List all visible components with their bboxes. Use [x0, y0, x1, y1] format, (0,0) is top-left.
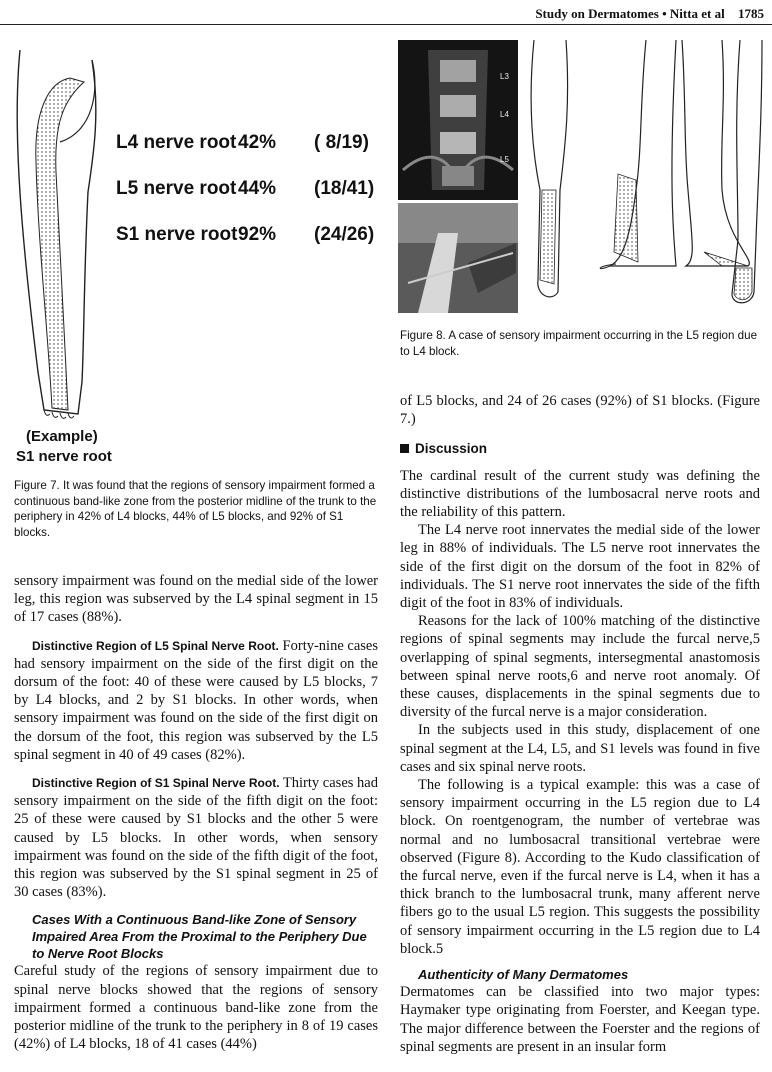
figure7-leg-drawing [8, 42, 108, 422]
example-label: (Example) [26, 428, 98, 445]
subsection-heading: Cases With a Continuous Band-like Zone of Sensory Impaired Area From the Proximal to the Periphery Due to Nerve Root Blocks [32, 912, 367, 962]
running-header [535, 6, 764, 22]
paragraph-text: Forty-nine cases had sensory impairment on the side of the first digit on the dorsum of the foot: 40 of these were caused by L5 blocks, 7 by L4 blocks, and 2 by S1 blocks. In other words, when sensory impairment was found on the side of the first digit on the dorsum of the foot, this region was subserved by the L5 spinal segment in 40 of 49 cases (82%). [14, 637, 379, 763]
stat-row-s1 [116, 224, 374, 246]
paragraph: The following is a typical example: this was a case of sensory impairment occurring in the L5 region due to L4 block. On roentgenogram, the number of vertebrae was normal and no lumbosacral transitional vertebrae were observed (Figure 8). According to the Kudo classification of the furcal nerve, even if the furcal nerve is L4, when it has a thick branch to the lumbosacral trunk, many afferent nerve fibers go to the usual L5 region. This suggests the possibility of sensory impairment occurring in the L5 region due to L4 block.5 [400, 777, 760, 957]
figure8-legs-drawing [526, 40, 766, 310]
square-bullet-icon [400, 444, 409, 453]
example-root: S1 nerve root [16, 448, 112, 465]
figure8-photo-image [398, 203, 518, 313]
paragraph-text: Thirty cases had sensory impairment on the side of the fifth digit on the foot: 25 of these were caused by S1 blocks and the other 5 were caused by L5 blocks. In other words, when sensory impairment was found on the side of the fifth digit of the foot, this region was subserved by the S1 spinal segment in 25 of 30 cases (83%). [14, 775, 378, 901]
stat-ratio: (18/41) [314, 178, 375, 199]
page-number: 1785 [738, 6, 764, 21]
discussion-heading [400, 440, 760, 458]
stat-percent: 42% [238, 132, 277, 153]
runin-heading: Distinctive Region of S1 Spinal Nerve Root. [32, 776, 280, 791]
right-column [400, 392, 760, 1056]
paragraph: The L4 nerve root innervates the medial side of the lower leg in 88% of individuals. The L5 nerve root innervates the side of the first digit on the dorsum of the foot in 82% of individuals. The S1 nerve root innervates the side of the fifth digit of the foot in 83% of individuals. [400, 522, 760, 612]
stat-percent: 44% [238, 178, 277, 199]
paragraph-s1 [14, 774, 378, 901]
paragraph: In the subjects used in this study, displacement of one spinal segment at the L4, L5, and S1 levels was found in five cases and six spinal nerve roots. [400, 722, 760, 775]
figure8-xray-image [398, 40, 518, 200]
heading-text: Discussion [415, 441, 488, 457]
figure7-caption: Figure 7. It was found that the regions of sensory impairment formed a continuous band-like zone from the posterior midline of the trunk to the periphery in 42% of L4 blocks, 44% of L5 blocks, and 92% of S1 blocks. [14, 479, 377, 539]
stat-ratio: (24/26) [314, 224, 375, 245]
header-rule [0, 24, 772, 25]
left-column [14, 572, 378, 1053]
figure7-stats [116, 132, 374, 246]
paragraph: of L5 blocks, and 24 of 26 cases (92%) of S1 blocks. (Figure 7.) [400, 393, 760, 428]
paragraph: The cardinal result of the current study was defining the distinctive distributions of the lumbosacral nerve roots and the reliability of this pattern. [400, 467, 760, 521]
subsection-heading: Authenticity of Many Dermatomes [418, 967, 629, 983]
paragraph: Reasons for the lack of 100% matching of the distinctive regions of spinal segments may include the furcal nerve,5 overlapping of spinal segments, intersegmental anastomosis between spinal nerve roots,6 and nerve root anomaly. Of these causes, displacements in the spinal segments due to diversity of the furcal nerve is a major consideration. [400, 613, 760, 721]
stat-root: S1 nerve root [116, 224, 238, 245]
stat-root: L4 nerve root [116, 132, 237, 153]
runin-heading: Distinctive Region of L5 Spinal Nerve Root. [32, 638, 279, 653]
stat-row-l5 [116, 178, 374, 200]
figure8-caption: Figure 8. A case of sensory impairment occurring in the L5 region due to L4 block. [400, 329, 758, 358]
running-title: Study on Dermatomes • Nitta et al [535, 6, 725, 21]
paragraph: Careful study of the regions of sensory impairment due to spinal nerve blocks showed that the regions of sensory impairment formed a continuous band-like zone from the posterior midline of the trunk to the periphery in 8 of 19 cases (42%) of L4 blocks, 18 of 41 cases (44%) [14, 963, 378, 1053]
paragraph: sensory impairment was found on the medial side of the lower leg, this region was subserved by the L4 spinal segment in 15 of 17 cases (88%). [14, 573, 378, 626]
paragraph-l5 [14, 637, 378, 764]
xray-label-l5: L5 [500, 155, 509, 164]
stat-row-l4 [116, 132, 374, 154]
xray-label-l3: L3 [500, 72, 509, 81]
paragraph: Dermatomes can be classified into two major types: Haymaker type originating from Foerster, and Keegan type. The major difference between the Foerster and the regions of spinal segments are present in an insular form [400, 984, 760, 1055]
stat-ratio: ( 8/19) [314, 132, 369, 153]
stat-percent: 92% [238, 224, 277, 245]
xray-label-l4: L4 [500, 110, 509, 119]
stat-root: L5 nerve root [116, 178, 237, 199]
